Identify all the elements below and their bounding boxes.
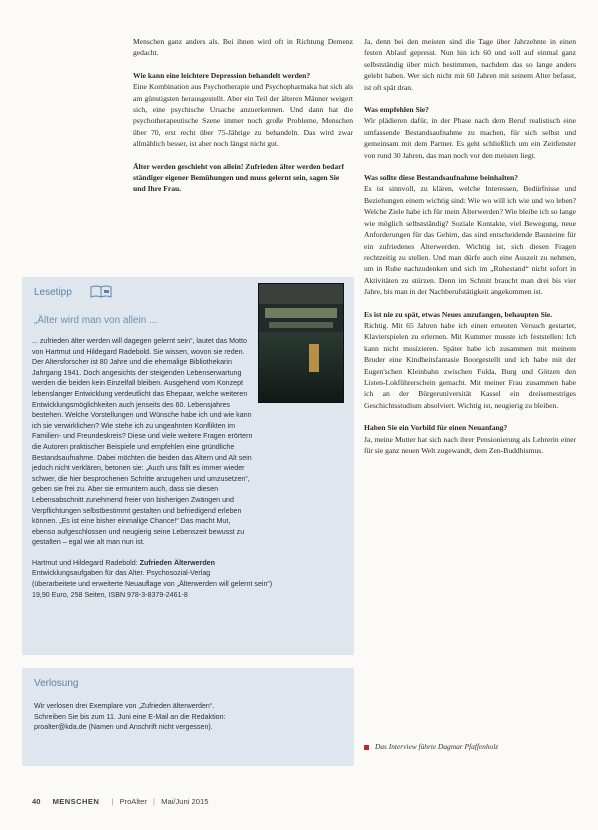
footer-separator: | [111, 797, 114, 806]
issue-date: Mai/Juni 2015 [161, 797, 209, 806]
giveaway-title: Verlosung [34, 678, 79, 689]
book-subtitle: Entwicklungsaufgaben für das Alter. Psychosozial-Verlag [32, 569, 211, 578]
interview-answer: Es ist sinnvoll, zu klären, welche Interessen, Bedürfnisse und Beziehungen einem wichtig sind: Wie wo will ich wie und wo leben? Welche Ziele habe ich für mein Älterwerden? Wie bleibe ich so lange wie möglich selbstständig? Soziale Kontakte, viel Bewegung, neue Anforderungen für das Gehirn, das sind entscheidende Bausteine für ein zufriedenes Älterwerden. Wichtig ist, sich diesen Fragen rechtzeitig zu stellen. Und man dürfe auch eine Auszeit zu nehmen, um in Ruhe nachzudenken und sich im „Ruhestand“ nicht sofort in Aktivitäten zu stürzen. Denn im Schnitt braucht man drei bis vier Jahre, bis man in der Nachberufstätigkeit angekommen ist. [364, 184, 576, 297]
book-edition: (überarbeitete und erweiterte Neuauflage von „Älterwerden will gelernt sein“) [32, 580, 273, 589]
page-number: 40 [32, 797, 41, 806]
book-tip-text: ... zufrieden älter werden will dagegen gelernt sein“, lautet das Motto von Hartmut und Hildegard Radebold. Sie wissen, wovon sie reden. Der Altersforscher ist 80 Jahre und die ehemalige Bibliothekarin Jahrgang 1941. Doch angesichts der steigenden Lebenserwartung werden die beiden kein Einzelfall bleiben. Ausgehend vom Konzept lebenslanger Entwicklung verdeutlicht das Ehepaar, welche weiteren Entwicklungsmöglichkeiten auch jenseits des 60. Lebensjahres bestehen. Welche Vorstellungen und Wünsche habe ich und wie kann ich sie verwirklichen? Wie stehe ich zu ungeahnten Konflikten im Familien- und Freundeskreis? Diese und viele weitere Fragen erörtern die Autoren praktischer Beispiele und empfehlen eine gründliche Bestandsaufnahme. Dabei möchten die beiden das Altern und Alt sein jedoch nicht verklären, betonen sie: „Auch uns fällt es immer wieder schwer, die hier besprochenen Schritte anzugehen und umzusetzen“, geben sie frei zu. Aber sie ermuntern auch, dass sie diesen Lebensabschnitt zunehmend freier von bisherigen Zwängen und Verpflichtungen selbstbestimmt gestalten und befriedigend erleben können. „Es ist eine bisher einmalige Chance!“ Das macht Mut, ebenso aufgeschlossen und neugierig seine Lebenszeit bewusst zu gestalten – egal wie alt man nun ist. [32, 337, 253, 547]
interview-answer: Wir plädieren dafür, in der Phase nach dem Beruf realistisch eine umfassende Bestandsaufnahme zu machen, für sich selbst und gemeinsam mit dem Partner. Es geht schließlich um ein Zeitfenster von rund 30 Jahren, das man noch vor den meisten liegt. [364, 116, 576, 160]
interview-column-right [364, 36, 576, 456]
section-name: MENSCHEN [52, 797, 100, 806]
interview-question: Was sollte diese Bestandsaufnahme beinhalten? [364, 173, 519, 183]
giveaway-text [34, 701, 342, 733]
book-icon [90, 285, 112, 304]
book-title: Zufrieden Älterwerden [139, 558, 215, 567]
interview-answer: Eine Kombination aus Psychotherapie und Psychopharmaka hat sich als am günstigsten herausgestellt. Aber ein Teil der älteren Männer weigert sich, eine psychische Ursache anzuerkennen. Und dann hat die psychotherapeutische Szene immer noch große Probleme, Menschen über 70, erst recht über 75-Jährige zu behandeln. Das wird zwar allmählich besser, ist aber noch längst nicht gut. [133, 82, 353, 149]
interview-credit [364, 742, 498, 751]
interview-question: Was empfehlen Sie? [364, 105, 429, 115]
book-cover-image [258, 283, 344, 403]
interview-answer: Richtig. Mit 65 Jahren habe ich einen erneuten Versuch gestartet, Klavierspielen zu erlernen. Mit Kummer musste ich feststellen: Ich kann nicht musizieren. Später habe ich zusammen mit meinem Bruder eine Kindheitsfantasie Boorgestellt und ich habe mit der Eugen'schen Kleinbahn zwischen Fulda, Burg und Götzen den Listen-Lokführerschein gemacht. Mit meiner Frau zusammen habe ich an der Bürgeruniversität Kassel ein dreisemestriges Geschichtsstudium absolviert. Wichtig ist, neugierig zu bleiben. [364, 320, 576, 410]
interview-question: Älter werden geschieht von allein! Zufrieden älter werden bedarf ständiger eigener Bemühungen und muss gelernt sein, sagen Sie und Ihre Frau. [133, 161, 345, 194]
paragraph: Menschen ganz anders als. Bei ihnen wird oft in Richtung Demenz gedacht. [133, 37, 353, 58]
giveaway-line: Wir verlosen drei Exemplare von „Zufrieden älterwerden“. [34, 702, 215, 710]
footer-separator: | [153, 797, 156, 806]
book-tip-title: Lesetipp [34, 287, 72, 298]
magazine-name: ProAlter [119, 797, 147, 806]
red-square-icon [364, 745, 369, 750]
interview-question: Haben Sie ein Vorbild für einen Neuanfang? [364, 423, 508, 433]
interview-answer: Ja, denn bei den meisten sind die Tage über Jahrzehnte in einen festen Ablauf gepresst. Nun hin ich 60 und soll auf einmal ganz selbstständig über mich bestimmen, nachdem das so lange anders gelebt haben. Wer sich nicht mit 60 Jahren mit seinem Alter befasst, ist oft spät dran. [364, 37, 576, 92]
book-reference [32, 558, 344, 600]
giveaway-box [22, 668, 354, 766]
giveaway-line: Schreiben Sie bis zum 11. Juni eine E-Mail an die Redaktion: [34, 712, 226, 721]
credit-text: Das Interview führte Dagmar Pfaffenholz [375, 742, 499, 751]
book-price: 19,90 Euro, 258 Seiten, ISBN 978-3-8379-2461-8 [32, 590, 188, 599]
giveaway-email[interactable]: proalter@kda.de (Namen und Anschrift nicht vergessen). [34, 723, 213, 732]
book-tip-quote: „Älter wird man von allein ... [34, 315, 158, 326]
page-footer [32, 797, 208, 806]
interview-question: Wie kann eine leichtere Depression behandelt werden? [133, 70, 311, 80]
book-tip-box [22, 277, 354, 655]
interview-column-left [133, 36, 353, 195]
interview-answer: Ja, meine Mutter hat sich nach ihrer Pensionierung als Lehrerin einer für sie ganz neuen Welt zugewandt, dem Zen-Buddhismus. [364, 434, 576, 455]
interview-question: Es ist nie zu spät, etwas Neues anzufangen, behaupten Sie. [364, 309, 553, 319]
book-authors: Hartmut und Hildegard Radebold: [32, 558, 138, 567]
